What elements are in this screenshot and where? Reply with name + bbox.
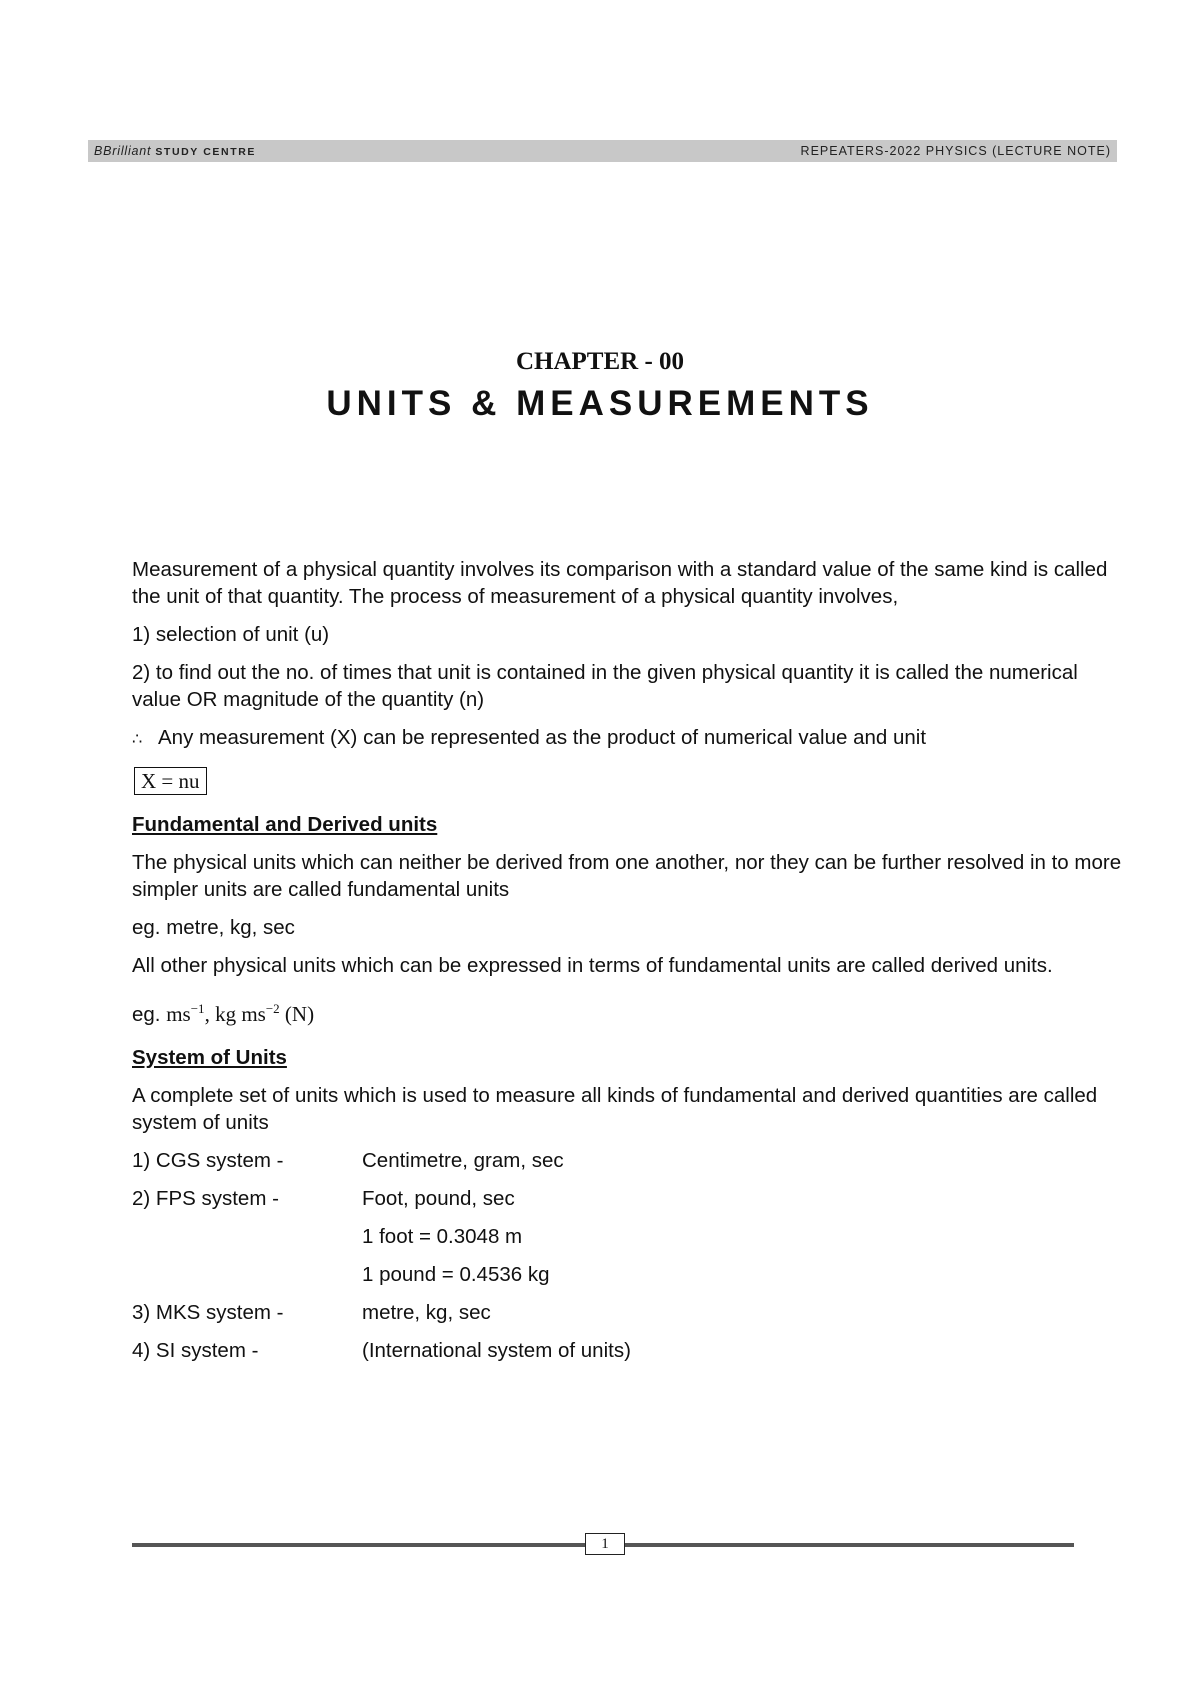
system-value: 1 foot = 0.3048 m: [362, 1225, 523, 1248]
fundamental-definition: The physical units which can neither be derived from one another, nor they can be further resolved in to more simpler units are called fundamental units: [132, 851, 1122, 901]
page-number: 1: [585, 1533, 625, 1555]
system-value: Centimetre, gram, sec: [362, 1149, 564, 1172]
chapter-title: UNITS & MEASUREMENTS: [326, 384, 874, 423]
page-body: [132, 556, 1122, 1375]
conclusion-text: Any measurement (X) can be represented as the product of numerical value and unit: [158, 726, 927, 749]
derived-exp-1: −1: [190, 1001, 205, 1016]
system-label: 1) CGS system -: [132, 1149, 284, 1172]
system-row: [132, 1185, 1122, 1212]
system-row: [132, 1261, 1122, 1288]
derived-definition: All other physical units which can be expressed in terms of fundamental units are called derived units.: [132, 954, 1053, 977]
derived-eg-formula: [166, 1002, 314, 1026]
derived-unit-2: , kg ms: [204, 1002, 266, 1026]
system-label: [132, 1261, 362, 1288]
system-row: [132, 1337, 1122, 1364]
system-label: 4) SI system -: [132, 1339, 259, 1362]
derived-exp-2: −2: [265, 1001, 280, 1016]
boxed-formula: X = nu: [134, 767, 207, 795]
system-value: 1 pound = 0.4536 kg: [362, 1263, 550, 1286]
section-heading-systems: System of Units: [132, 1046, 287, 1069]
system-row: [132, 1147, 1122, 1174]
running-header: [88, 140, 1117, 162]
system-value: metre, kg, sec: [362, 1301, 491, 1324]
header-brand-sub: STUDY CENTRE: [155, 146, 257, 158]
therefore-symbol: ∴: [132, 729, 143, 748]
header-brand: [94, 144, 256, 158]
system-label: 3) MKS system -: [132, 1301, 284, 1324]
section-heading-fundamental: Fundamental and Derived units: [132, 813, 438, 836]
system-row: [132, 1223, 1122, 1250]
system-value: Foot, pound, sec: [362, 1187, 515, 1210]
system-label: [132, 1223, 362, 1250]
conclusion-line: [132, 724, 1122, 752]
header-brand-main: BBrilliant: [94, 144, 152, 158]
system-row: [132, 1299, 1122, 1326]
derived-example: [132, 995, 1122, 1028]
derived-unit-name: (N): [284, 1002, 315, 1026]
step-2: 2) to find out the no. of times that unit is contained in the given physical quantity it is called the numerical value OR magnitude of the quantity (n): [132, 661, 1078, 711]
derived-unit-1: ms: [166, 1002, 191, 1026]
chapter-number: CHAPTER - 00: [515, 348, 685, 375]
step-1: 1) selection of unit (u): [132, 623, 330, 646]
header-course-title: REPEATERS-2022 PHYSICS (LECTURE NOTE): [800, 144, 1111, 158]
fundamental-example: eg. metre, kg, sec: [132, 916, 295, 939]
system-label: 2) FPS system -: [132, 1187, 279, 1210]
system-value: (International system of units): [362, 1339, 631, 1362]
systems-definition: A complete set of units which is used to measure all kinds of fundamental and derived quantities are called system of units: [132, 1084, 1098, 1134]
derived-eg-prefix: eg.: [132, 1003, 161, 1026]
intro-paragraph: Measurement of a physical quantity involves its comparison with a standard value of the same kind is called the unit of that quantity. The process of measurement of a physical quantity involves,: [132, 558, 1108, 608]
